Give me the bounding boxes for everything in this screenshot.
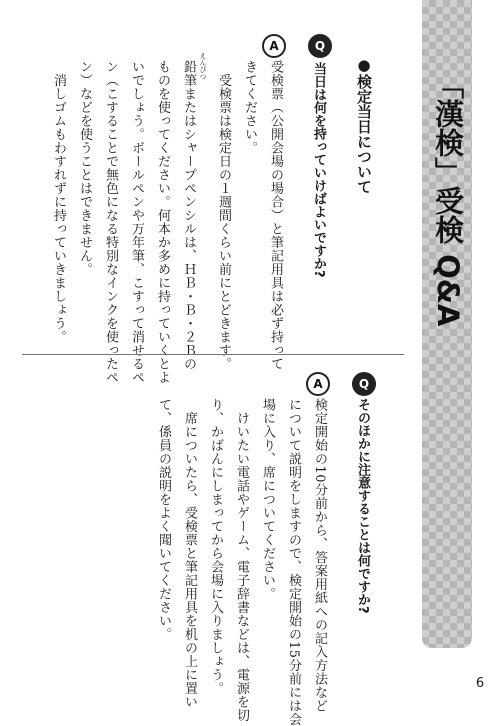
section-header: ●検定当日について [355,56,373,194]
answer-badge-2: A [306,372,330,396]
answer-1-line-7: ン（こすることで無色になる特別なインクを使ったペ [103,60,118,384]
answer-1-line-1: 受検票（公開会場の場合）と筆記用具は必ず持って [268,60,283,371]
answer-1-line-6: いでしょう。ボールペンや万年筆、こすって消せるペ [129,60,144,384]
answer-2-line-4: けいたい電話やゲーム、電子辞書などは、電源を切 [234,398,249,722]
question-2: そのほかに注意することは何ですか? [355,398,370,614]
answer-2-line-3: 場に入り、席についてください。 [260,398,275,601]
answer-2-line-5: り、かばんにしまってから会場に入りましょう。 [208,398,223,695]
answer-2-line-6: 席についたら、受検票と筆記用具を机の上に置い [182,398,197,709]
answer-2-line-2: について説明をしますので、検定開始の15分前には会 [286,398,301,726]
answer-1-line-2: きてください。 [242,60,257,155]
question-1: 当日は何を持っていけばよいですか? [311,62,326,278]
answer-1-line-9: 消しゴムもわすれずに持っていきましょう。 [51,60,66,344]
page-title: 「漢検」受検 Q&A [431,70,465,327]
answer-badge-1: A [262,34,286,58]
answer-2-line-1: 検定開始の10分前から、答案用紙への記入方法など [312,398,327,713]
answer-1-line-8: ン）などを使うことはできません。 [77,60,92,276]
ruby-enpitsu: えんぴつ [199,52,207,80]
answer-1-line-4: 鉛筆またはシャープペンシルは、ＨＢ・Ｂ・２Ｂの [181,60,196,371]
answer-1-line-5: ものを使ってください。何本か多めに持っていくとよ [155,60,170,384]
question-badge-1: Q [308,34,332,58]
section-divider [22,354,404,355]
answer-2-line-7: て、係員の説明をよく聞いてください。 [156,398,171,641]
page-number: 6 [475,676,485,691]
answer-1-line-3: 受検票は検定日の１週間くらい前にとどきます。 [216,60,231,371]
question-badge-2: Q [352,372,376,396]
